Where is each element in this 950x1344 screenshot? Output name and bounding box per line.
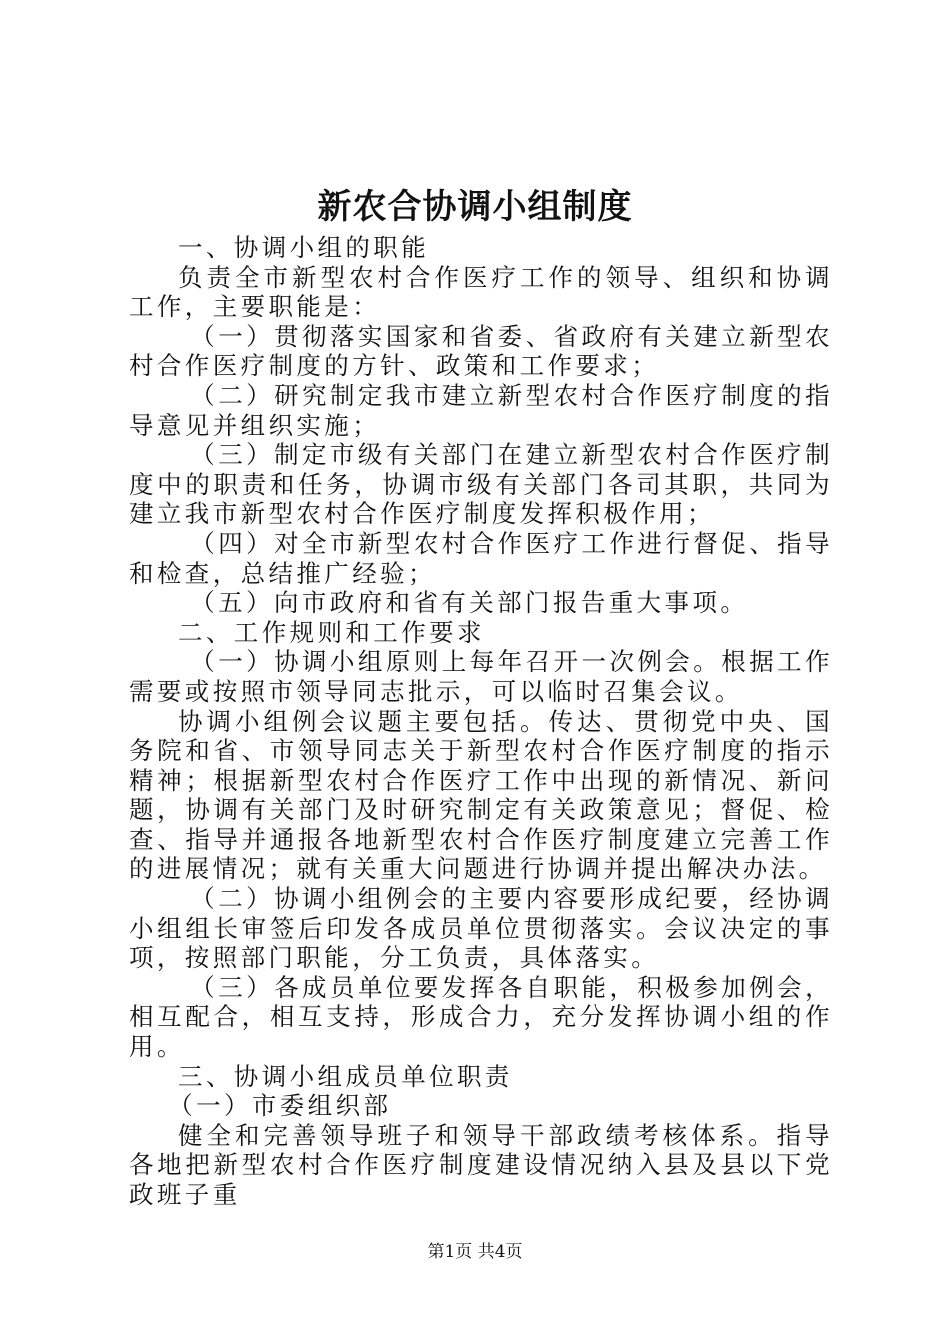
list-item: （二）研究制定我市建立新型农村合作医疗制度的指导意见并组织实施；: [129, 380, 833, 440]
paragraph: 健全和完善领导班子和领导干部政绩考核体系。指导各地把新型农村合作医疗制度建设情况纳入县及县以下党政班子重: [129, 1120, 833, 1209]
document-title: 新农合协调小组制度: [317, 187, 633, 227]
list-item: （一）贯彻落实国家和省委、省政府有关建立新型农村合作医疗制度的方针、政策和工作要求；: [129, 321, 833, 381]
list-item: （三）各成员单位要发挥各自职能，积极参加例会，相互配合，相互支持，形成合力，充分发挥协调小组的作用。: [129, 972, 833, 1062]
list-item: （二）协调小组例会的主要内容要形成纪要，经协调小组组长审签后印发各成员单位贯彻落实。会议决定的事项，按照部门职能，分工负责，具体落实。: [129, 884, 833, 973]
document-body: [129, 233, 833, 1210]
section-heading-2: 二、工作规则和工作要求: [178, 617, 485, 647]
page-number: 第1页 共4页: [427, 1242, 523, 1262]
list-item: （三）制定市级有关部门在建立新型农村合作医疗制度中的职责和任务，协调市级有关部门各司其职，共同为建立我市新型农村合作医疗制度发挥积极作用；: [129, 440, 833, 529]
subsection-heading: （一）市委组织部: [168, 1091, 392, 1121]
paragraph: 协调小组例会议题主要包括。传达、贯彻党中央、国务院和省、市领导同志关于新型农村合作医疗制度的指示精神；根据新型农村合作医疗工作中出现的新情况、新问题，协调有关部门及时研究制定有关政策意见；督促、检查、指导并通报各地新型农村合作医疗制度建立完善工作的进展情况；就有关重大问题进行协调并提出解决办法。: [129, 706, 833, 884]
list-item: （五）向市政府和省有关部门报告重大事项。: [190, 588, 749, 618]
paragraph: 负责全市新型农村合作医疗工作的领导、组织和协调工作，主要职能是：: [129, 262, 833, 322]
list-item: （四）对全市新型农村合作医疗工作进行督促、指导和检查，总结推广经验；: [129, 528, 833, 588]
list-item: （一）协调小组原则上每年召开一次例会。根据工作需要或按照市领导同志批示，可以临时召集会议。: [129, 647, 833, 706]
section-heading-3: 三、协调小组成员单位职责: [178, 1061, 513, 1091]
section-heading-1: 一、协调小组的职能: [178, 233, 430, 262]
